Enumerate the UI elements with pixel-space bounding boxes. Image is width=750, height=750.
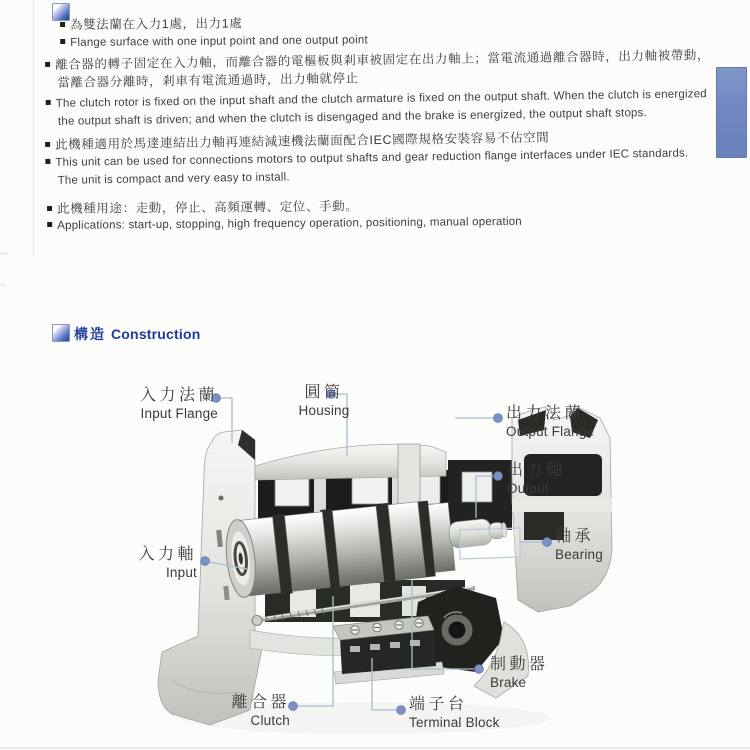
label-input-flange-zh: 入力法蘭 xyxy=(139,387,218,404)
feature-paragraph-4 xyxy=(47,197,522,235)
label-bearing xyxy=(555,528,603,562)
label-brake-zh: 制動器 xyxy=(490,656,549,673)
terminal-block-shape xyxy=(333,616,444,684)
bullet-square-icon xyxy=(45,159,50,164)
label-terminal-block xyxy=(409,696,500,730)
bullet-square-icon xyxy=(47,206,52,211)
feature-text-zh: 此機種適用於馬達連結出力軸再連結減速機法蘭面配合IEC國際規格安裝容易不佔空間 xyxy=(55,130,550,152)
scan-mark xyxy=(0,252,8,255)
label-input-flange xyxy=(118,387,218,421)
label-brake xyxy=(490,656,549,690)
feature-paragraph-3 xyxy=(45,126,689,190)
feature-text-en: The clutch rotor is fixed on the input shaft and the clutch armature is fixed on the output shaft. When the clutch is energized xyxy=(55,88,707,110)
page-index-tab xyxy=(716,67,747,158)
feature-line xyxy=(47,214,522,235)
bullet-square-icon xyxy=(45,62,50,67)
feature-text-zh: 當離合器分離時，剎車有電流通過時，出力軸就停止 xyxy=(57,71,359,90)
label-input-shaft-zh: 入力軸 xyxy=(138,546,197,563)
section-title-en: Construction xyxy=(111,326,201,342)
label-output-shaft xyxy=(507,462,566,496)
feature-text-en: Flange surface with one input point and one output point xyxy=(70,34,368,49)
feature-line xyxy=(60,31,368,52)
label-brake-en: Brake xyxy=(490,674,527,690)
label-output-shaft-en: Output xyxy=(507,480,549,496)
label-housing xyxy=(288,384,360,418)
label-terminal-block-en: Terminal Block xyxy=(409,714,500,730)
callout-dot-output-flange xyxy=(494,414,503,423)
scan-edge-line xyxy=(33,0,34,256)
label-clutch xyxy=(222,694,290,728)
callout-dot-brake xyxy=(475,665,484,674)
label-terminal-block-zh: 端子台 xyxy=(409,696,468,713)
bullet-square-icon xyxy=(45,142,50,147)
callout-dot-terminal-block xyxy=(397,706,406,715)
label-output-flange-en: Output Flange xyxy=(506,423,595,439)
label-output-flange-zh: 出力法蘭 xyxy=(506,405,585,422)
feature-text-en: The unit is compact and very easy to install. xyxy=(57,171,290,187)
label-housing-zh: 圓筒 xyxy=(304,384,344,401)
callout-dot-bearing xyxy=(543,538,552,547)
feature-paragraph-1 xyxy=(60,13,368,52)
feature-paragraph-2 xyxy=(45,46,711,131)
label-bearing-en: Bearing xyxy=(555,546,603,562)
bullet-square-icon xyxy=(60,22,65,27)
section-title-zh: 構造 xyxy=(74,326,106,342)
feature-text-zh: 為雙法蘭在入力1處，出力1處 xyxy=(70,16,243,32)
bullet-square-icon xyxy=(47,222,52,227)
section-icon xyxy=(52,324,70,342)
label-input-flange-en: Input Flange xyxy=(140,405,218,421)
label-input-shaft-en: Input xyxy=(165,564,197,580)
callout-dot-input-shaft xyxy=(201,557,210,566)
label-housing-en: Housing xyxy=(298,402,350,418)
feature-text-en: the output shaft is driven; and when the clutch is disengaged and the brake is energized, the output shaft stops. xyxy=(57,107,648,128)
label-clutch-zh: 離合器 xyxy=(231,694,290,711)
label-output-shaft-zh: 出力軸 xyxy=(507,462,566,479)
feature-text-en: This unit can be used for connections motors to output shafts and gear reduction flange interfaces under IEC standards. xyxy=(55,147,689,169)
bullet-square-icon xyxy=(46,100,51,105)
scan-mark xyxy=(0,284,6,287)
feature-text-en: Applications: start-up, stopping, high frequency operation, positioning, manual operation xyxy=(57,215,522,232)
label-output-flange xyxy=(506,405,594,439)
callout-dot-output-shaft xyxy=(494,472,503,481)
section-title xyxy=(74,324,201,344)
label-clutch-en: Clutch xyxy=(250,712,290,728)
label-bearing-zh: 軸承 xyxy=(555,528,595,545)
bullet-square-icon xyxy=(60,39,65,44)
label-input-shaft xyxy=(129,546,197,580)
feature-text-zh: 離合器的轉子固定在入力軸，而離合器的電樞板與剎車被固定在出力軸上；當電流通過離合器時，出力軸被帶動， xyxy=(55,48,711,72)
bearing-highlight-box xyxy=(460,528,520,559)
feature-text-zh: 此機種用途：走動，停止、高頻運轉、定位、手動。 xyxy=(57,199,359,216)
